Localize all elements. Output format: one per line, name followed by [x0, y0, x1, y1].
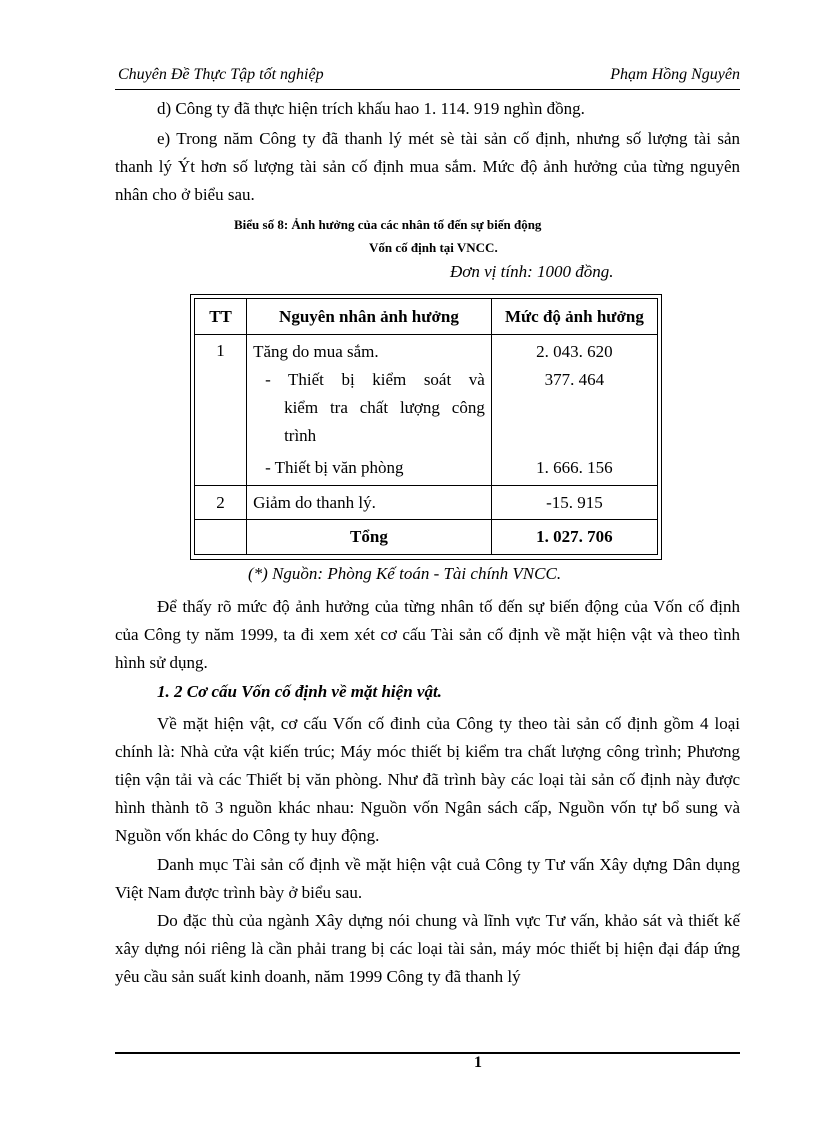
paragraph-3: Do đặc thù của ngành Xây dựng nói chung và lĩnh vực Tư vấn, khảo sát và thiết kế xây dựng nói riêng là cần phải trang bị các loại tài sản, máy móc thiết bị hiện đại đáp ứng yêu cầu sản suất kinh doanh, năm 1999 Công ty đã thanh lý: [115, 911, 740, 986]
paragraph-e: e) Trong năm Công ty đã thanh lý mét sè tài sản cố định, nhưng số lượng tài sản thanh lý Ýt hơn số lượng tài sản cố định mua sắm. Mức độ ảnh hưởng của từng nguyên nhân cho ở biểu sau.: [115, 129, 740, 204]
table-row: [195, 335, 658, 486]
header-right: Phạm Hồng Nguyên: [610, 66, 740, 83]
paragraph-d: d) Công ty đã thực hiện trích khấu hao 1. 114. 919 nghìn đồng.: [157, 99, 585, 118]
row1-sub1-value: 377. 464: [544, 370, 605, 389]
section-title: 1. 2 Cơ cấu Vốn cố định về mặt hiện vật.: [157, 682, 442, 701]
header-impact: Mức độ ảnh hưởng: [491, 299, 657, 335]
header-left: Chuyên Đề Thực Tập tốt nghiệp: [118, 66, 324, 83]
table-source: (*) Nguồn: Phòng Kế toán - Tài chính VNCC.: [248, 564, 562, 583]
caption-line1: Biểu số 8: Ảnh hưởng của các nhân tố đến sự biến động: [234, 217, 542, 232]
row1-value: 2. 043. 620: [536, 342, 613, 361]
table-total-row: [195, 520, 658, 555]
table-row: [195, 486, 658, 520]
header-cause: Nguyên nhân ảnh hưởng: [247, 299, 492, 335]
page-number: 1: [474, 1054, 482, 1071]
row2-value: -15. 915: [491, 486, 657, 520]
row1-sub1-line1: - Thiết bị kiểm soát và: [265, 370, 485, 389]
row1-sub2: - Thiết bị văn phòng: [265, 458, 404, 477]
page-header: [115, 64, 740, 88]
impact-table: [190, 294, 662, 560]
unit-label: Đơn vị tính: 1000 đồng.: [450, 262, 614, 281]
paragraph-2: Danh mục Tài sản cố định về mặt hiện vật cuả Công ty Tư vấn Xây dựng Dân dụng Việt Nam được trình bày ở biểu sau.: [115, 855, 740, 902]
footer-rule: [115, 1052, 740, 1054]
row1-cause: Tăng do mua sắm.: [253, 342, 379, 361]
row1-sub2-value: 1. 666. 156: [536, 458, 613, 477]
row1-tt: 1: [216, 341, 225, 360]
total-value: 1. 027. 706: [491, 520, 657, 555]
paragraph-1: Về mặt hiện vật, cơ cấu Vốn cố đinh của Công ty theo tài sản cố định gồm 4 loại chính là: Nhà cửa vật kiến trúc; Máy móc thiết bị kiểm tra chất lượng công trình; Phương tiện vận tải và các Thiết bị văn phòng. Như đã trình bày các loại tài sản cố định này được hình thành tõ 3 nguồn khác nhau: Nguồn vốn Ngân sách cấp, Nguồn vốn tự bổ sung và Nguồn vốn khác do Công ty huy động.: [115, 714, 740, 845]
caption-line2: Vốn cố định tại VNCC.: [369, 240, 498, 255]
row2-tt: 2: [195, 486, 247, 520]
table-header-row: [195, 299, 658, 335]
paragraph-intro: Để thấy rõ mức độ ảnh hưởng của từng nhân tố đến sự biến động của Vốn cố định của Công ty năm 1999, ta đi xem xét cơ cấu Tài sản cố định về mặt hiện vật và theo tình hình sử dụng.: [115, 597, 740, 672]
row1-sub1-line2: kiểm tra chất lượng công: [284, 398, 485, 417]
row1-sub1-line3: trình: [284, 426, 317, 445]
header-tt: TT: [195, 299, 247, 335]
total-label: Tổng: [247, 520, 492, 555]
header-rule: [115, 89, 740, 90]
row2-cause: Giảm do thanh lý.: [247, 486, 492, 520]
